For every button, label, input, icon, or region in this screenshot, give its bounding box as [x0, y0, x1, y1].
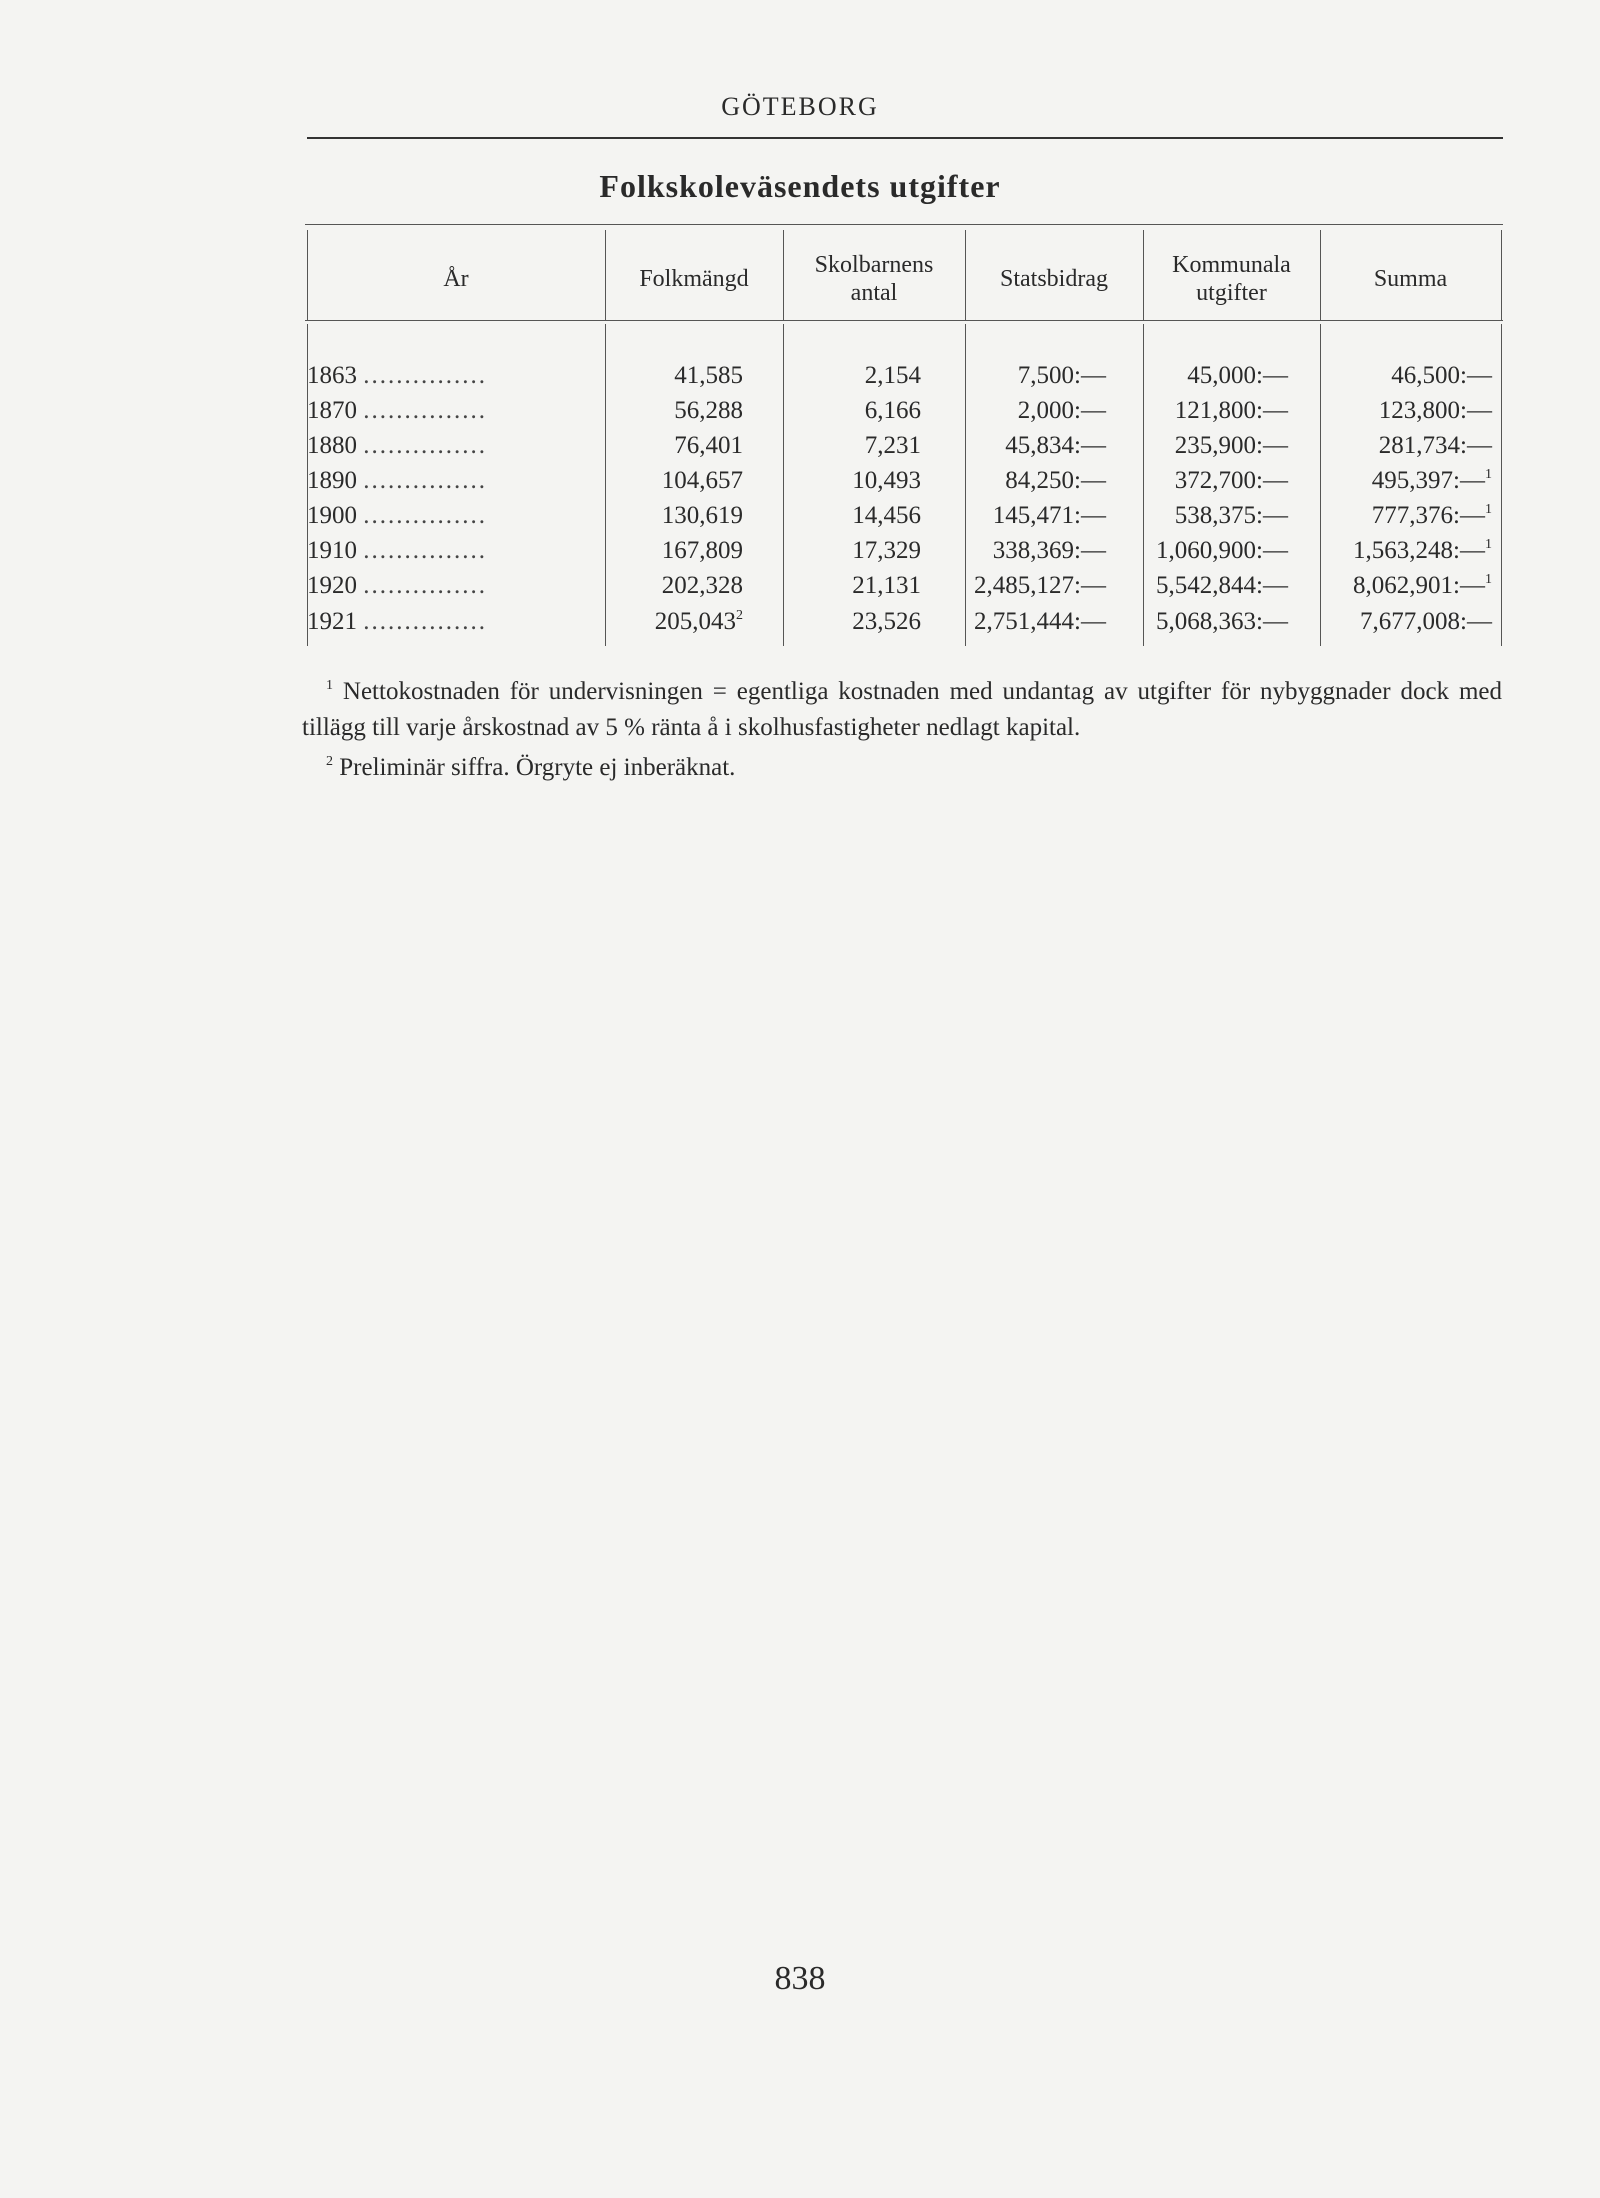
year-cell: 1890 ...............: [307, 467, 487, 494]
skolbarn-cell: 23,526: [852, 608, 921, 635]
year-cell: 1920 ...............: [307, 572, 487, 599]
header-summa: Summa: [1373, 266, 1448, 292]
header-statsbidrag: Statsbidrag: [1000, 266, 1108, 292]
folkmangd-cell: 76,401: [674, 432, 743, 459]
statsbidrag-cell: 2,751,444:—: [974, 608, 1106, 635]
footnote: [302, 674, 1502, 746]
statsbidrag-cell: 2,000:—: [1017, 397, 1106, 424]
statsbidrag-cell: 145,471:—: [992, 502, 1106, 529]
header-folkmangd: Folkmängd: [639, 266, 749, 292]
folkmangd-cell: 130,619: [661, 502, 743, 529]
footnote-text: Nettokostnaden för undervisningen = egentliga kostnaden med undantag av utgifter för nybyggnader dock med tillägg till varje årskostnad av 5 % ränta å i skolhusfastigheter nedlagt kapital.: [302, 678, 1502, 741]
statsbidrag-cell: 338,369:—: [992, 537, 1106, 564]
summa-cell: 495,397:—$^1$: [1371, 467, 1492, 494]
table-row: [305, 604, 1503, 639]
folkmangd-cell: 167,809: [661, 537, 743, 564]
kommunala-cell: 5,542,844:—: [1156, 572, 1288, 599]
kommunala-cell: 372,700:—: [1174, 467, 1288, 494]
year-cell: 1900 ...............: [307, 502, 487, 529]
expenditure-table: [305, 224, 1503, 648]
kommunala-cell: 538,375:—: [1174, 502, 1288, 529]
statsbidrag-cell: 7,500:—: [1017, 362, 1106, 389]
table-row: [305, 463, 1503, 498]
folkmangd-cell: 205,043$^2$: [654, 608, 743, 635]
footnote: [302, 750, 1502, 786]
table-row: [305, 533, 1503, 568]
column-rule: [1501, 230, 1502, 320]
statsbidrag-cell: 84,250:—: [1005, 467, 1106, 494]
skolbarn-cell: 10,493: [852, 467, 921, 494]
skolbarn-cell: 7,231: [864, 432, 921, 459]
table-row: [305, 428, 1503, 463]
skolbarn-cell: 17,329: [852, 537, 921, 564]
kommunala-cell: 1,060,900:—: [1156, 537, 1288, 564]
folkmangd-cell: 56,288: [674, 397, 743, 424]
statsbidrag-cell: 45,834:—: [1005, 432, 1106, 459]
header-year: År: [443, 266, 469, 292]
year-cell: 1870 ...............: [307, 397, 487, 424]
table-title: Folkskoleväsendets utgifter: [599, 168, 1001, 204]
summa-cell: 46,500:—: [1391, 362, 1492, 389]
header-skolbarnens-antal: Skolbarnens antal: [814, 252, 934, 306]
skolbarn-cell: 6,166: [864, 397, 921, 424]
header-rule: [307, 137, 1503, 139]
kommunala-cell: 121,800:—: [1174, 397, 1288, 424]
table-row: [305, 358, 1503, 393]
statsbidrag-cell: 2,485,127:—: [974, 572, 1106, 599]
folkmangd-cell: 41,585: [674, 362, 743, 389]
skolbarn-cell: 21,131: [852, 572, 921, 599]
footnote-marker: 1: [326, 678, 333, 693]
summa-cell: 281,734:—: [1378, 432, 1492, 459]
table-row: [305, 498, 1503, 533]
kommunala-cell: 45,000:—: [1187, 362, 1288, 389]
summa-cell: 1,563,248:—$^1$: [1353, 537, 1492, 564]
summa-cell: 8,062,901:—$^1$: [1353, 572, 1492, 599]
year-cell: 1910 ...............: [307, 537, 487, 564]
summa-cell: 123,800:—: [1378, 397, 1492, 424]
year-cell: 1880 ...............: [307, 432, 487, 459]
summa-cell: 777,376:—$^1$: [1371, 502, 1492, 529]
running-head: GÖTEBORG: [721, 92, 879, 121]
folkmangd-cell: 104,657: [661, 467, 743, 494]
skolbarn-cell: 2,154: [864, 362, 921, 389]
footnote-marker: 2: [326, 754, 333, 769]
kommunala-cell: 5,068,363:—: [1156, 608, 1288, 635]
table-row: [305, 568, 1503, 603]
skolbarn-cell: 14,456: [852, 502, 921, 529]
footnote-text: Preliminär siffra. Örgryte ej inberäknat.: [339, 754, 736, 781]
year-cell: 1921 ...............: [307, 608, 487, 635]
year-cell: 1863 ...............: [307, 362, 487, 389]
summa-cell: 7,677,008:—: [1360, 608, 1492, 635]
table-top-rule: [305, 224, 1503, 225]
folkmangd-cell: 202,328: [661, 572, 743, 599]
footnotes: [302, 674, 1502, 786]
header-kommunala-utgifter: Kommunala utgifter: [1172, 252, 1291, 306]
page-number: 838: [774, 1960, 826, 1997]
table-row: [305, 393, 1503, 428]
kommunala-cell: 235,900:—: [1174, 432, 1288, 459]
